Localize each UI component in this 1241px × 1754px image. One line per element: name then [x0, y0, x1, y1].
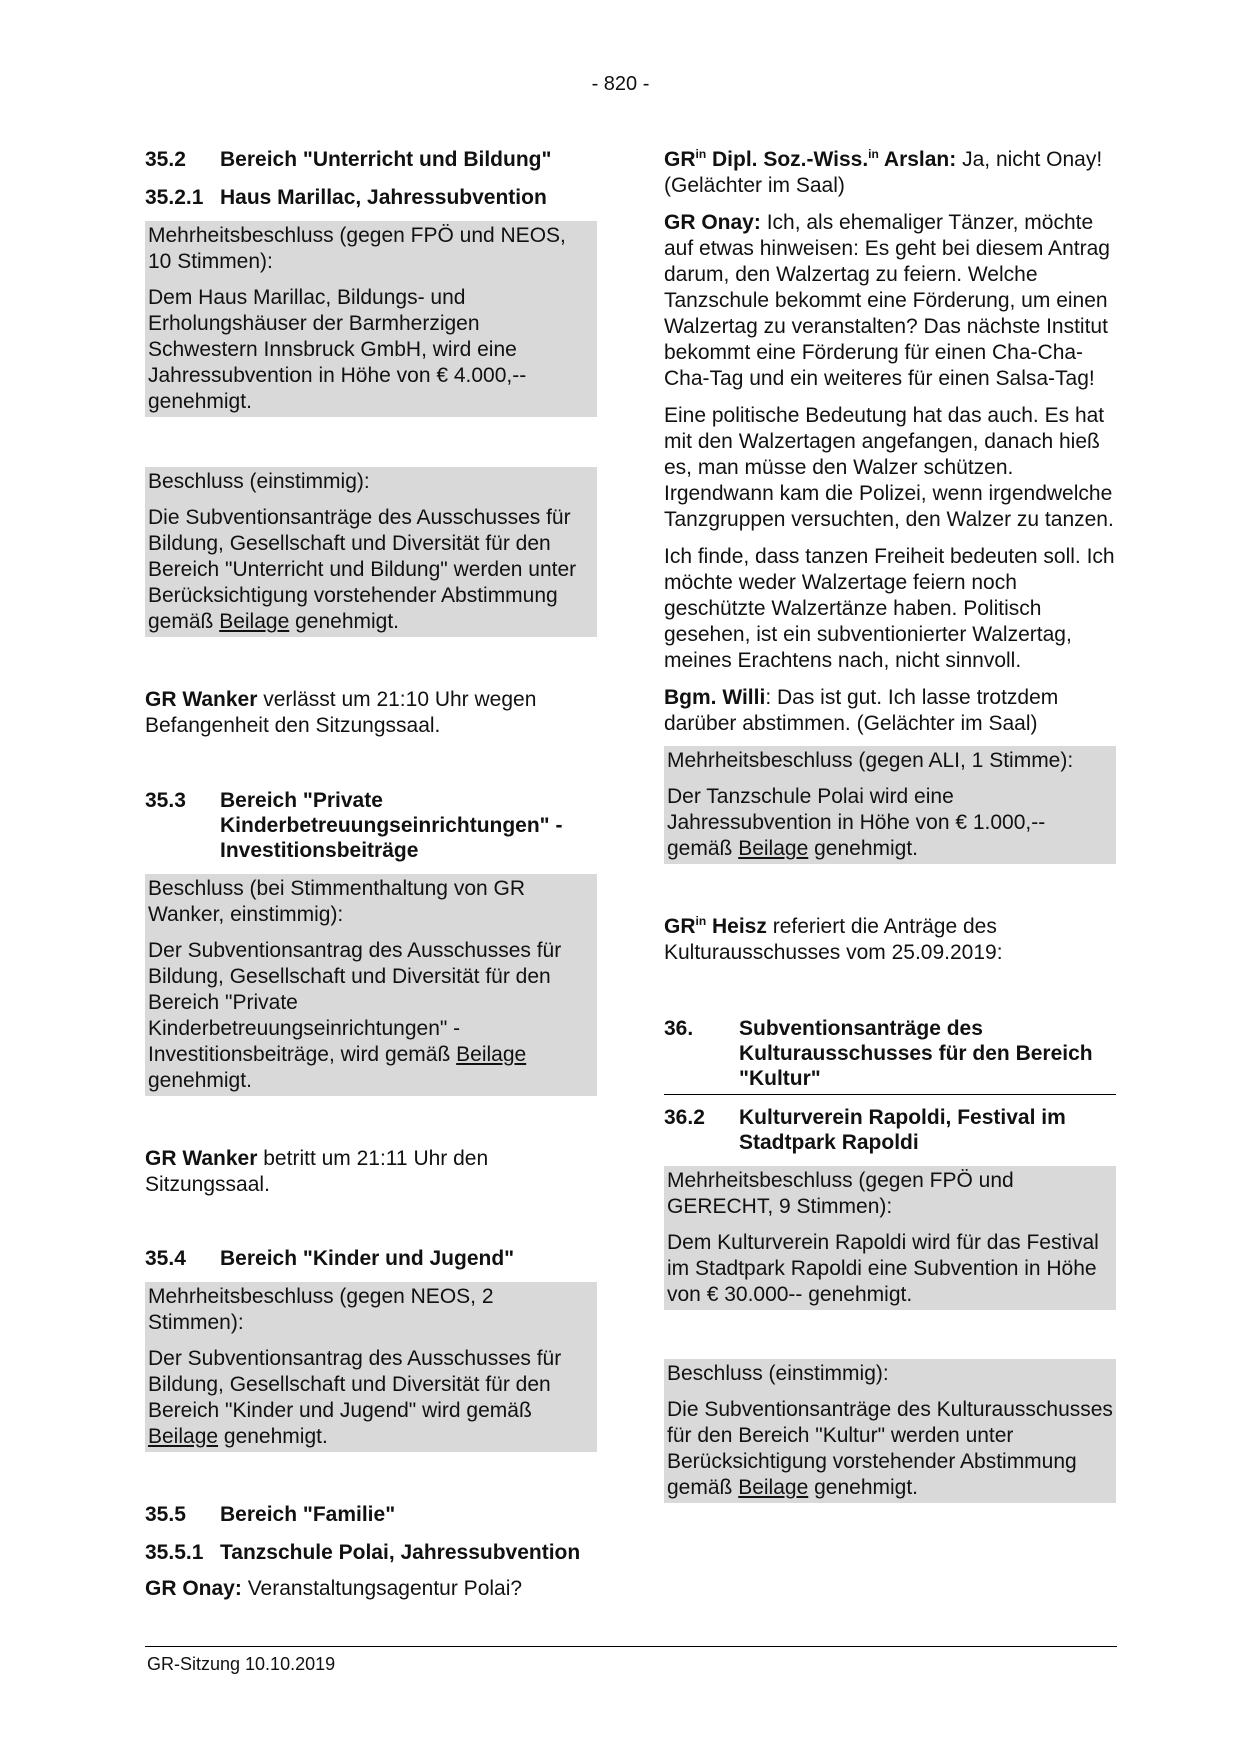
beilage-link[interactable]: Beilage: [456, 1043, 527, 1066]
heading-36-2: [664, 1105, 1116, 1155]
heading-35-2-1: [145, 185, 597, 210]
heading-title: Bereich "Familie": [220, 1503, 396, 1526]
paragraph: Eine politische Bedeutung hat das auch. Es hat mit den Walzertagen angefangen, danach hieß es, man müsse den Walzer schützen. Irgendwann kam die Polizei, wenn irgendwelche Tanzgruppen versuchten, den Walzer zu tanzen.: [664, 404, 1114, 531]
paragraph: Ich finde, dass tanzen Freiheit bedeuten soll. Ich möchte weder Walzertage feiern noch geschützte Walzertänze haben. Politisch gesehen, ist ein subventionierter Walzertag, meines Erachtens nach, nicht sinnvoll.: [664, 545, 1115, 672]
resolution-box: [664, 1166, 1116, 1310]
statement: GR Wanker betritt um 21:11 Uhr den Sitzungssaal.: [145, 1147, 489, 1196]
beilage-link[interactable]: Beilage: [148, 1425, 219, 1448]
resolution-box: [145, 221, 597, 417]
footer-divider: [145, 1646, 1117, 1647]
resolution-type: Mehrheitsbeschluss (gegen FPÖ und NEOS, 10 Stimmen):: [148, 224, 566, 273]
heading-number: 35.5.1: [145, 1541, 204, 1564]
beilage-link[interactable]: Beilage: [219, 610, 290, 633]
left-column: [145, 147, 597, 1602]
speaker: GR Wanker: [145, 1147, 258, 1170]
page-number: - 820 -: [591, 73, 650, 95]
statement: Bgm. Willi: Das ist gut. Ich lasse trotzdem darüber abstimmen. (Gelächter im Saal): [664, 686, 1059, 735]
resolution-type: Mehrheitsbeschluss (gegen FPÖ und GERECHT, 9 Stimmen):: [667, 1169, 1014, 1218]
heading-number: 35.3: [145, 789, 186, 812]
heading-title: Kulturverein Rapoldi, Festival im Stadtpark Rapoldi: [739, 1106, 1066, 1154]
speaker: Bgm. Willi: [664, 686, 766, 709]
heading-36: [664, 1016, 1116, 1095]
resolution-text: Der Subventionsantrag des Ausschusses für Bildung, Gesellschaft und Diversität für den Bereich "Kinder und Jugend" wird gemäß Beilage genehmigt.: [148, 1347, 562, 1448]
resolution-type: Beschluss (einstimmig):: [667, 1362, 889, 1385]
speaker: GR Onay:: [664, 211, 761, 234]
resolution-type: Beschluss (bei Stimmenthaltung von GR Wanker, einstimmig):: [148, 877, 526, 926]
resolution-text: Die Subventionsanträge des Kulturausschusses für den Bereich "Kultur" werden unter Berücksichtigung vorstehender Abstimmung gemäß Beilage genehmigt.: [667, 1398, 1113, 1499]
resolution-box: [145, 1282, 597, 1452]
beilage-link[interactable]: Beilage: [738, 1476, 809, 1499]
resolution-box: [145, 467, 597, 637]
resolution-type: Beschluss (einstimmig):: [148, 470, 370, 493]
heading-35-5-1: [145, 1540, 597, 1565]
resolution-type: Mehrheitsbeschluss (gegen NEOS, 2 Stimmen):: [148, 1285, 494, 1334]
resolution-text: Der Subventionsantrag des Ausschusses für Bildung, Gesellschaft und Diversität für den Bereich "Private Kinderbetreuungseinrichtungen" - Investitionsbeiträge, wird gemäß Beilage genehmigt.: [148, 939, 562, 1092]
resolution-text: Der Tanzschule Polai wird eine Jahressubvention in Höhe von € 1.000,-- gemäß Beilage genehmigt.: [667, 785, 1046, 860]
heading-title: Bereich "Kinder und Jugend": [220, 1247, 515, 1270]
statement: $GR^{in}$ Dipl. Soz.-Wiss.$^{in}$ Arslan: Ja, nicht Onay! (Gelächter im Saal): [664, 147, 1103, 197]
speaker: GR Wanker: [145, 688, 258, 711]
resolution-box: [145, 874, 597, 1096]
heading-title: Bereich "Private Kinderbetreuungseinrichtungen" - Investitionsbeiträge: [220, 789, 563, 862]
statement: GR Onay: Veranstaltungsagentur Polai?: [145, 1577, 523, 1600]
heading-title: Bereich "Unterricht und Bildung": [220, 148, 552, 171]
resolution-type: Mehrheitsbeschluss (gegen ALI, 1 Stimme):: [667, 749, 1074, 772]
heading-number: 35.2: [145, 148, 186, 171]
resolution-box: [664, 746, 1116, 864]
right-column: [664, 147, 1116, 1503]
resolution-box: [664, 1359, 1116, 1503]
speaker: GR Onay:: [145, 1577, 242, 1600]
statement: GR Wanker verlässt um 21:10 Uhr wegen Befangenheit den Sitzungssaal.: [145, 688, 537, 737]
heading-number: 36.: [664, 1017, 694, 1040]
heading-title: Tanzschule Polai, Jahressubvention: [220, 1541, 581, 1564]
heading-35-4: [145, 1246, 597, 1271]
heading-number: 35.5: [145, 1503, 186, 1526]
resolution-text: Dem Kulturverein Rapoldi wird für das Festival im Stadtpark Rapoldi eine Subvention in Höhe von € 30.000-- genehmigt.: [667, 1231, 1099, 1306]
heading-35-3: [145, 788, 597, 863]
statement: GR Onay: Ich, als ehemaliger Tänzer, möchte auf etwas hinweisen: Es geht bei diesem Antrag darum, den Walzertag zu feiern. Welche Tanzschule bekommt eine Förderung, um einen Walzertag zu veranstalten? Das nächste Institut bekommt eine Förderung für einen Cha-Cha-Cha-Tag und ein weiteres für einen Salsa-Tag!: [664, 211, 1110, 390]
speaker: $GR^{in}$ Dipl. Soz.-Wiss.$^{in}$ Arslan:: [664, 147, 957, 171]
footer-text: GR-Sitzung 10.10.2019: [147, 1654, 336, 1674]
speaker: $GR^{in}$ Heisz: [664, 914, 767, 938]
heading-title: Haus Marillac, Jahressubvention: [220, 186, 547, 209]
resolution-text: Dem Haus Marillac, Bildungs- und Erholungshäuser der Barmherzigen Schwestern Innsbruck GmbH, wird eine Jahressubvention in Höhe von € 4.000,-- genehmigt.: [148, 286, 527, 413]
resolution-text: Die Subventionsanträge des Ausschusses für Bildung, Gesellschaft und Diversität für den Bereich "Unterricht und Bildung" werden unter Berücksichtigung vorstehender Abstimmung gemäß Beilage genehmigt.: [148, 506, 577, 633]
heading-number: 35.2.1: [145, 186, 204, 209]
heading-35-5: [145, 1502, 597, 1527]
heading-number: 35.4: [145, 1247, 186, 1270]
heading-title: Subventionsanträge des Kulturausschusses für den Bereich "Kultur": [739, 1017, 1093, 1090]
heading-number: 36.2: [664, 1106, 705, 1129]
heading-35-2: [145, 147, 597, 172]
statement: $GR^{in}$ Heisz referiert die Anträge des Kulturausschusses vom 25.09.2019:: [664, 914, 1003, 964]
beilage-link[interactable]: Beilage: [738, 837, 809, 860]
